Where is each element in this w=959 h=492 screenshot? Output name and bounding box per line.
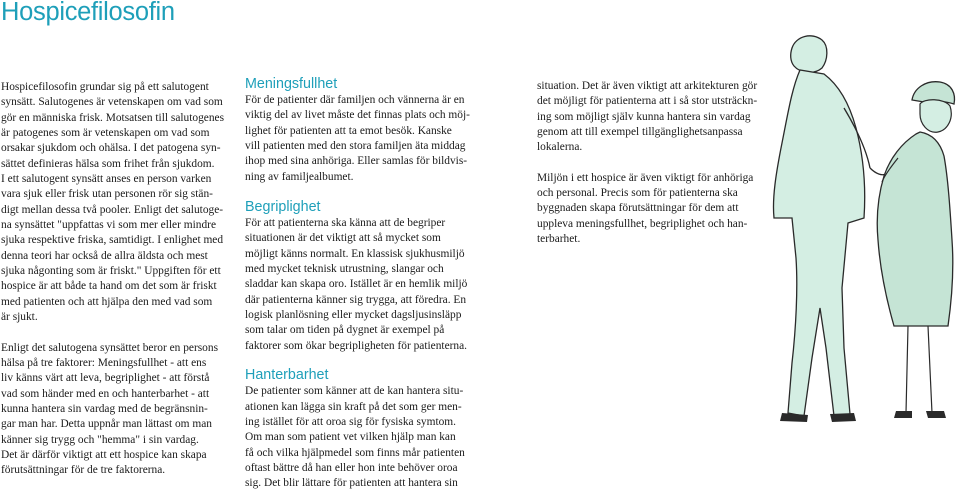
text-line: där patienterna känner sig trygga, att föredra. En — [245, 293, 467, 306]
text-line: hospice är att både ta hand om det som är friskt — [1, 280, 217, 293]
text-line: För att patienterna ska känna att de begriper — [245, 217, 446, 230]
text-line: Hospicefilosofin grundar sig på ett salutogent — [1, 81, 209, 93]
heading-begriplighet: Begriplighet — [245, 199, 321, 216]
text-line: vad som händer med en och hanterbarhet - att — [1, 387, 210, 400]
text-line: För de patienter där familjen och vännerna är en — [245, 94, 465, 106]
text-line: lokalerna. — [537, 141, 583, 154]
woman-legs — [906, 326, 932, 413]
page-title: Hospicefilosofin — [1, 0, 175, 26]
column-intro — [1, 80, 225, 479]
text-line: är sjukt. — [1, 311, 38, 324]
paragraph-gap — [537, 156, 747, 171]
text-line: ing istället för att oroa sig för fysiska symtom. — [245, 415, 457, 428]
text-line: det möjligt för patienterna att i så stor utsträckn- — [537, 95, 758, 108]
text-line: är patogenes som är vetenskapen om vad som — [1, 127, 210, 140]
text-line: lighet för patienten att ta emot besök. Kanske — [245, 124, 452, 137]
text-line: och personal. Precis som för patienterna ska — [537, 187, 738, 200]
text-line: I ett salutogent synsätt anses en person varken — [1, 173, 212, 186]
man-shoes — [780, 413, 856, 422]
text-line: hälsa på tre faktorer: Meningsfullhet - att ens — [1, 356, 207, 369]
column-architecture — [537, 79, 758, 247]
woman-shoes — [894, 411, 946, 418]
man-head — [791, 36, 827, 73]
paragraph-gap — [1, 326, 199, 341]
text-line: sjuka någonting som är friskt." Uppgiften för ett — [1, 265, 221, 278]
man-body — [773, 70, 864, 416]
meningsfullhet-text — [245, 93, 470, 185]
text-line: kunna hantera sin vardag med de begränsnin- — [1, 402, 208, 415]
text-line: situationen är det viktigt att så mycket som — [245, 232, 441, 245]
intro-paragraph — [1, 80, 225, 326]
text-line: Enligt det salutogena synsättet beror en persons — [1, 341, 219, 354]
text-line: ationen kan lägga sin kraft på det som ger men- — [245, 400, 462, 413]
text-line: viktig del av livet måste det finnas plats och möj- — [245, 109, 470, 122]
text-line: sättet definieras hälsa som frihet från sjukdom. — [1, 157, 215, 170]
text-line: genom att till exempel tillgänglighetsanpassa — [537, 126, 743, 139]
text-line: med patienten och att hjälpa den med vad som — [1, 295, 213, 308]
woman-figure — [877, 82, 954, 418]
text-line: na synsättet "uppfattas vi som mer eller mindre — [1, 219, 217, 232]
text-line: situation. Det är även viktigt att arkitekturen gör — [537, 80, 758, 92]
text-line: terbarhet. — [537, 233, 581, 246]
text-line: liv känns värt att leva, begriplighet - att förstå — [1, 372, 210, 385]
text-line: gör en människa frisk. Motsatsen till salutogenes — [1, 111, 225, 124]
heading-hanterbarhet: Hanterbarhet — [245, 367, 329, 384]
factors-paragraph — [1, 341, 219, 479]
architecture-paragraph — [537, 79, 758, 156]
text-line: logisk planlösning eller mycket dagsljusinsläpp — [245, 309, 462, 322]
text-line: ning av familjealbumet. — [245, 170, 354, 183]
heading-meningsfullhet: Meningsfullhet — [245, 76, 338, 92]
elderly-couple-walking-icon — [752, 18, 959, 441]
text-line: ing som möjligt själv kunna hantera sin vardag — [537, 110, 751, 123]
text-line: digt mellan dessa två pooler. Enligt det salutoge- — [1, 203, 224, 216]
text-line: sladdar kan skapa oro. Istället är en hemlik miljö — [245, 278, 468, 291]
text-line: uppleva meningsfullhet, begriplighet och han- — [537, 217, 748, 230]
text-line: som talar om tiden på dygnet är exempel på — [245, 324, 445, 337]
text-line: Miljön i ett hospice är även viktigt för anhöriga — [537, 171, 754, 184]
text-line: vara sjuk eller frisk utan personen rör sig stän- — [1, 188, 213, 201]
text-line: sig. Det blir lättare för patienten att hantera sin — [245, 477, 458, 490]
woman-head — [920, 100, 951, 133]
text-line: känner sig trygg och "hemma" i sin vardag. — [1, 433, 199, 446]
text-line: ihop med sina anhöriga. Eller samlas för bildvis- — [245, 155, 468, 168]
begriplighet-text — [245, 216, 468, 354]
text-line: förutsättningar för de tre faktorerna. — [1, 464, 166, 477]
text-line: med mycket teknisk utrustning, slangar och — [245, 263, 444, 276]
column-factors — [245, 76, 470, 492]
text-line: faktorer som ökar begripligheten för patienterna. — [245, 339, 468, 352]
text-line: orsakar sjukdom och ohälsa. I det patogena syn- — [1, 142, 221, 155]
hanterbarhet-text — [245, 384, 463, 491]
text-line: Det är därför viktigt att ett hospice kan skapa — [1, 448, 207, 461]
text-line: vill patienten med den stora familjen äta middag — [245, 140, 466, 153]
text-line: De patienter som känner att de kan hantera situ- — [245, 385, 464, 398]
text-line: få och vilka hjälpmedel som finns mår patienten — [245, 446, 465, 459]
text-line: möjligt känns normalt. En klassisk sjukhusmiljö — [245, 247, 465, 260]
woman-coat — [877, 132, 953, 326]
text-line: byggnaden skapa förutsättningar för dem att — [537, 202, 739, 215]
text-line: sjuka respektive friska, samtidigt. I enlighet med — [1, 234, 224, 247]
text-line: oftast bättre då han eller hon inte behöver oroa — [245, 461, 458, 474]
man-figure — [773, 36, 886, 422]
text-line: Om man som patient vet vilken hjälp man kan — [245, 431, 456, 444]
text-line: denna teori har också de allra äldsta och mest — [1, 249, 208, 262]
text-line: synsätt. Salutogenes är vetenskapen om vad som — [1, 96, 223, 109]
text-line: gar man har. Detta uppnår man lättast om man — [1, 418, 212, 431]
environment-paragraph — [537, 171, 754, 248]
